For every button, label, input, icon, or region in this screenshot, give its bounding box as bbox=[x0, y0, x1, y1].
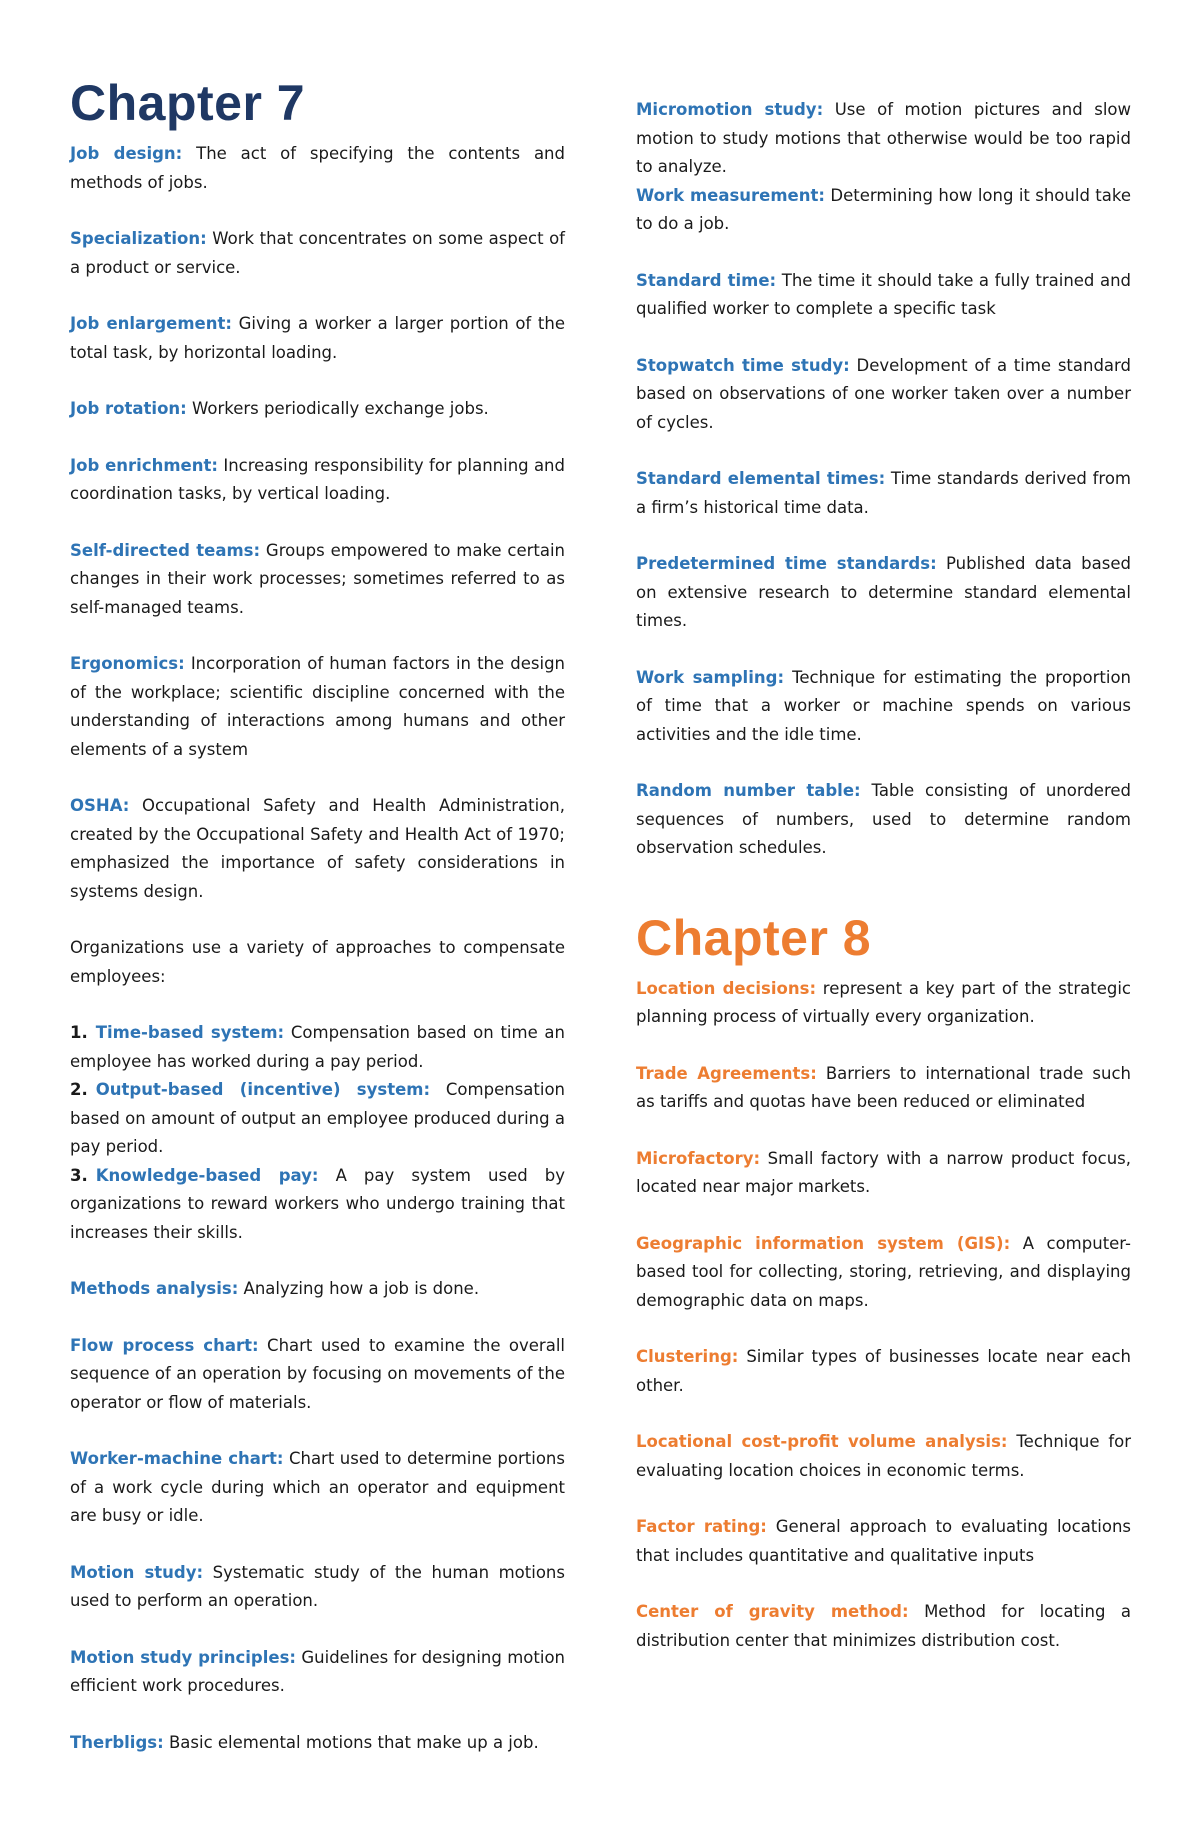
definition-term: Stopwatch time study bbox=[636, 355, 844, 375]
definition-text: Guidelines for designing motion efficient work procedures. bbox=[70, 1647, 565, 1695]
definition-term: Job design bbox=[70, 144, 176, 163]
chapter-7-continued bbox=[636, 96, 1131, 863]
definition-entry: Micromotion study: Use of motion pictures and slow motion to study motions that otherwise would be too rapid to analyze. bbox=[636, 100, 1132, 176]
definition-term: Job rotation bbox=[70, 399, 181, 418]
definition-term: Methods analysis bbox=[70, 1279, 232, 1298]
definition-text: Systematic study of the human motions used to perform an operation. bbox=[70, 1562, 565, 1610]
compensation-intro: Organizations use a variety of approaches to compensate employees: bbox=[70, 938, 565, 986]
definition-term: Micromotion study bbox=[636, 100, 817, 119]
definition-entry: Clustering: Similar types of businesses locate near each other. bbox=[636, 1347, 1131, 1395]
chapter-7-title: Chapter 7 bbox=[70, 75, 306, 131]
definition-term: Location decisions bbox=[636, 978, 810, 998]
definition-text: Chart used to examine the overall sequence of an operation by focusing on movements of the operator or flow of materials. bbox=[70, 1335, 565, 1412]
definition-entry: Therbligs: Basic elemental motions that make up a job. bbox=[70, 1732, 539, 1752]
definition-text: Similar types of businesses locate near each other. bbox=[636, 1347, 1131, 1395]
definition-text: Determining how long it should take to do a job. bbox=[636, 185, 1132, 233]
definition-entry: Geographic information system (GIS): A computer-based tool for collecting, storing, retrieving, and displaying demographic data on maps. bbox=[636, 1233, 1131, 1310]
definition-text: Published data based on extensive research to determine standard elemental times. bbox=[636, 554, 1131, 630]
definition-term: Factor rating bbox=[636, 1517, 761, 1536]
item-number: 2. bbox=[70, 1080, 88, 1099]
definition-term: OSHA bbox=[70, 796, 123, 815]
definition-term: Output-based (incentive) system bbox=[95, 1080, 424, 1099]
definition-entry: Motion study principles: Guidelines for designing motion efficient work procedures. bbox=[70, 1647, 565, 1695]
definition-text: Giving a worker a larger portion of the total task, by horizontal loading. bbox=[70, 314, 565, 362]
definition-term: Job enlargement bbox=[70, 314, 226, 333]
item-number: 3. bbox=[70, 1165, 88, 1185]
definition-text: Compensation based on amount of output an employee produced during a pay period. bbox=[70, 1080, 565, 1156]
definition-text: Increasing responsibility for planning and coordination tasks, by vertical loading. bbox=[70, 455, 565, 503]
definition-text: General approach to evaluating locations that includes quantitative and qualitative inputs bbox=[636, 1517, 1132, 1565]
definition-text: Workers periodically exchange jobs. bbox=[192, 399, 489, 418]
definition-term: Predetermined time standards bbox=[636, 554, 931, 573]
definition-text: represent a key part of the strategic planning process of virtually every organization. bbox=[636, 978, 1132, 1026]
definition-term: Time-based system bbox=[95, 1023, 278, 1042]
definition-term: Self-directed teams bbox=[70, 540, 254, 560]
definition-text: Barriers to international trade such as tariffs and quotas have been reduced or eliminated bbox=[636, 1063, 1132, 1111]
definition-entry: Center of gravity method: Method for locating a distribution center that minimizes distribution cost. bbox=[636, 1602, 1131, 1650]
definition-entry: Job enlargement: Giving a worker a larger portion of the total task, by horizontal loading. bbox=[70, 314, 565, 362]
definition-text: Groups empowered to make certain changes in their work processes; sometimes referred to as self-managed teams. bbox=[70, 540, 566, 617]
definition-text: Method for locating a distribution center that minimizes distribution cost. bbox=[636, 1602, 1131, 1650]
definition-entry: Stopwatch time study: Development of a time standard based on observations of one worker taken over a number of cycles. bbox=[636, 355, 1132, 432]
right-column bbox=[636, 96, 1131, 1683]
definition-entry: Methods analysis: Analyzing how a job is done. bbox=[70, 1279, 480, 1298]
definition-entry: Microfactory: Small factory with a narrow product focus, located near major markets. bbox=[636, 1148, 1132, 1196]
definition-entry: Trade Agreements: Barriers to international trade such as tariffs and quotas have been reduced or eliminated bbox=[636, 1063, 1132, 1111]
definition-entry: Standard time: The time it should take a fully trained and qualified worker to complete a specific task bbox=[636, 270, 1132, 318]
numbered-item: 1. Time-based system: Compensation based on time an employee has worked during a pay period. bbox=[70, 1023, 565, 1071]
numbered-item: 3. Knowledge-based pay: A pay system used by organizations to reward workers who undergo training that increases their skills. bbox=[70, 1165, 565, 1242]
definition-entry: Work sampling: Technique for estimating the proportion of time that a worker or machine spends on various activities and the idle time. bbox=[636, 667, 1132, 744]
definition-term: Worker-machine chart bbox=[70, 1449, 277, 1468]
definition-entry: Random number table: Table consisting of unordered sequences of numbers, used to determine random observation schedules. bbox=[636, 781, 1132, 857]
definition-term: Job enrichment bbox=[70, 455, 212, 475]
definition-text: Technique for estimating the proportion of time that a worker or machine spends on various activities and the idle time. bbox=[636, 667, 1132, 744]
definition-text: Compensation based on time an employee has worked during a pay period. bbox=[70, 1023, 565, 1071]
definition-entry: Specialization: Work that concentrates on some aspect of a product or service. bbox=[70, 229, 565, 277]
definition-term: Motion study principles bbox=[70, 1647, 290, 1667]
definition-entry: Location decisions: represent a key part of the strategic planning process of virtually every organization. bbox=[636, 978, 1132, 1026]
definition-entry: Predetermined time standards: Published data based on extensive research to determine standard elemental times. bbox=[636, 554, 1131, 630]
definition-text: Small factory with a narrow product focus, located near major markets. bbox=[636, 1148, 1132, 1196]
item-number: 1. bbox=[70, 1023, 88, 1042]
chapter-8-title: Chapter 8 bbox=[636, 909, 872, 966]
definition-term: Specialization bbox=[70, 229, 201, 248]
definition-term: Locational cost-profit volume analysis bbox=[636, 1432, 1001, 1451]
definition-text: A computer-based tool for collecting, storing, retrieving, and displaying demographic data on maps. bbox=[636, 1233, 1131, 1310]
definition-entry: Self-directed teams: Groups empowered to make certain changes in their work processes; sometimes referred to as self-managed teams. bbox=[70, 540, 566, 617]
numbered-item: 2. Output-based (incentive) system: Compensation based on amount of output an employee produced during a pay period. bbox=[70, 1080, 565, 1156]
definition-term: Ergonomics bbox=[70, 654, 179, 673]
definition-text: A pay system used by organizations to reward workers who undergo training that increases their skills. bbox=[70, 1165, 565, 1242]
left-column bbox=[70, 75, 566, 1785]
definition-term: Motion study bbox=[70, 1562, 197, 1582]
definition-term: Trade Agreements bbox=[636, 1063, 811, 1083]
definition-text: Table consisting of unordered sequences of numbers, used to determine random observation schedules. bbox=[636, 781, 1132, 857]
definition-term: Knowledge-based pay bbox=[95, 1165, 312, 1185]
definition-text: The act of specifying the contents and methods of jobs. bbox=[70, 144, 565, 192]
definition-term: Random number table bbox=[636, 781, 855, 800]
definition-text: Occupational Safety and Health Administration, created by the Occupational Safety and Health Act of 1970; emphasized the importance of safety considerations in systems design. bbox=[70, 796, 565, 901]
definition-text: Development of a time standard based on observations of one worker taken over a number of cycles. bbox=[636, 355, 1132, 432]
definition-term: Standard elemental times bbox=[636, 469, 879, 488]
definition-text: The time it should take a fully trained and qualified worker to complete a specific task bbox=[636, 270, 1132, 318]
definition-text: Time standards derived from a firm’s historical time data. bbox=[636, 469, 1131, 517]
definition-term: Work measurement bbox=[636, 185, 819, 205]
definition-entry: Worker-machine chart: Chart used to determine portions of a work cycle during which an operator and equipment are busy or idle. bbox=[70, 1449, 565, 1525]
definition-entry: Work measurement: Determining how long it should take to do a job. bbox=[636, 185, 1132, 233]
definition-entry: Factor rating: General approach to evaluating locations that includes quantitative and qualitative inputs bbox=[636, 1517, 1132, 1565]
definition-entry: Job enrichment: Increasing responsibility for planning and coordination tasks, by vertical loading. bbox=[70, 455, 565, 503]
definition-entry: Motion study: Systematic study of the human motions used to perform an operation. bbox=[70, 1562, 565, 1610]
definition-term: Clustering bbox=[636, 1347, 732, 1366]
definition-entry: Job design: The act of specifying the contents and methods of jobs. bbox=[70, 144, 565, 192]
definition-term: Center of gravity method bbox=[636, 1602, 902, 1621]
definition-term: Microfactory bbox=[636, 1148, 754, 1168]
definition-text: Basic elemental motions that make up a job. bbox=[168, 1732, 539, 1752]
definition-term: Flow process chart bbox=[70, 1335, 252, 1355]
definition-text: Work that concentrates on some aspect of a product or service. bbox=[70, 229, 565, 277]
definition-term: Geographic information system (GIS) bbox=[636, 1233, 1004, 1253]
definition-text: Incorporation of human factors in the design of the workplace; scientific discipline concerned with the understanding of interactions among humans and other elements of a system bbox=[70, 654, 565, 759]
definition-term: Work sampling bbox=[636, 667, 778, 687]
definition-entry: Flow process chart: Chart used to examine the overall sequence of an operation by focusing on movements of the operator or flow of materials. bbox=[70, 1335, 565, 1412]
definition-entry: Locational cost-profit volume analysis: Technique for evaluating location choices in economic terms. bbox=[636, 1432, 1132, 1480]
definition-term: Therbligs bbox=[70, 1732, 158, 1752]
definition-text: Chart used to determine portions of a work cycle during which an operator and equipment are busy or idle. bbox=[70, 1449, 565, 1525]
definition-text: Technique for evaluating location choices in economic terms. bbox=[636, 1432, 1132, 1480]
definition-term: Standard time bbox=[636, 270, 770, 290]
definition-text: Analyzing how a job is done. bbox=[243, 1279, 480, 1298]
chapter-8-section bbox=[636, 909, 1132, 1656]
definition-text: Use of motion pictures and slow motion to study motions that otherwise would be too rapid to analyze. bbox=[636, 100, 1132, 176]
definition-entry: Standard elemental times: Time standards derived from a firm’s historical time data. bbox=[636, 469, 1131, 517]
definition-entry: OSHA: Occupational Safety and Health Administration, created by the Occupational Safety and Health Act of 1970; emphasized the importance of safety considerations in systems design. bbox=[70, 796, 565, 901]
definition-entry: Job rotation: Workers periodically exchange jobs. bbox=[70, 399, 489, 418]
definition-entry: Ergonomics: Incorporation of human factors in the design of the workplace; scientific discipline concerned with the understanding of interactions among humans and other elements of a system bbox=[70, 654, 565, 759]
